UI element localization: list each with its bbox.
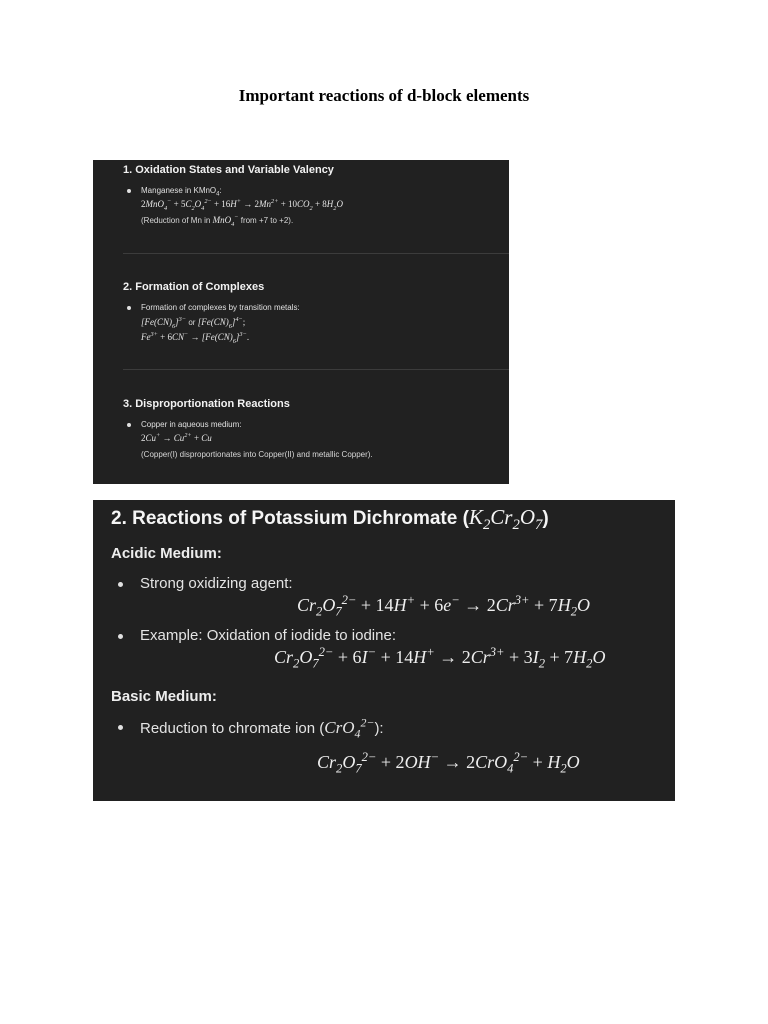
equation-iodide-oxidation: $Cr_2O_7^{2-} + 6I^- + 14H^+ \to 2Cr^{3+} + 3I_2 + 7H_2O$ [274,645,606,671]
bullet-label: Strong oxidizing agent: [140,575,293,592]
equation-permanganate-oxalate: $2MnO_4^- + 5C_2O_4^{2-} + 16H^+ \to 2Mn^{2+} + 10CO_2 + 8H_2O$ [141,198,343,212]
section-heading-oxidation: 1. Oxidation States and Variable Valency [123,164,334,176]
equation-complex-formation: $Fe^{3+} + 6CN^- \to [Fe(CN)_6]^{3-}$. [141,331,250,345]
note-manganese-reduction: (Reduction of Mn in MnO$_4$− from +7 to +2). [141,214,294,228]
reactions-screenshot-2 [93,500,675,801]
bullet-dot-icon [118,725,123,730]
bullet-label: Example: Oxidation of iodide to iodine: [140,627,396,644]
bullet-strong-oxidizing [118,575,293,592]
acidic-medium-heading: Acidic Medium: [111,545,222,562]
bullet-iodide-oxidation [118,627,396,644]
section-divider [123,369,509,370]
bullet-dot-icon [127,423,131,427]
bullet-manganese [127,186,222,198]
page-title: Important reactions of d-block elements [238,86,530,105]
bullet-dot-icon [127,306,131,310]
bullet-dot-icon [118,634,123,639]
bullet-dot-icon [118,582,123,587]
bullet-dot-icon [127,189,131,193]
bullet-complexes [127,303,300,312]
bullet-copper [127,420,242,429]
reactions-screenshot-1 [93,160,509,484]
bullet-label: Reduction to chromate ion (CrO$_4^{2-}$): [140,715,384,741]
equation-ferricyanide-ferrocyanide: $[Fe(CN)_6]^{3-}$ or $[Fe(CN)_6]^{4-}$; [141,316,246,330]
bullet-label: Formation of complexes by transition metals: [141,303,300,312]
dichromate-title: 2. Reactions of Potassium Dichromate $(K_2Cr_2O_7)$ [111,505,549,534]
equation-dichromate-to-chromate: $Cr_2O_7^{2-} + 2OH^- \to 2CrO_4^{2-} + H_2O$ [317,750,580,776]
section-heading-complexes: 2. Formation of Complexes [123,281,265,293]
basic-medium-heading: Basic Medium: [111,688,217,705]
note-copper: (Copper(I) disproportionates into Copper(II) and metallic Copper). [141,450,373,459]
section-divider [123,253,509,254]
bullet-label: Manganese in KMnO$_4$: [141,186,222,198]
bullet-chromate-reduction [118,715,384,741]
equation-copper-disproportionation: $2Cu^+ \to Cu^{2+} + Cu$ [141,432,212,443]
bullet-label: Copper in aqueous medium: [141,420,242,429]
section-heading-disproportionation: 3. Disproportionation Reactions [123,398,290,410]
equation-dichromate-reduction: $Cr_2O_7^{2-} + 14H^+ + 6e^- \to 2Cr^{3+} + 7H_2O$ [297,593,590,619]
